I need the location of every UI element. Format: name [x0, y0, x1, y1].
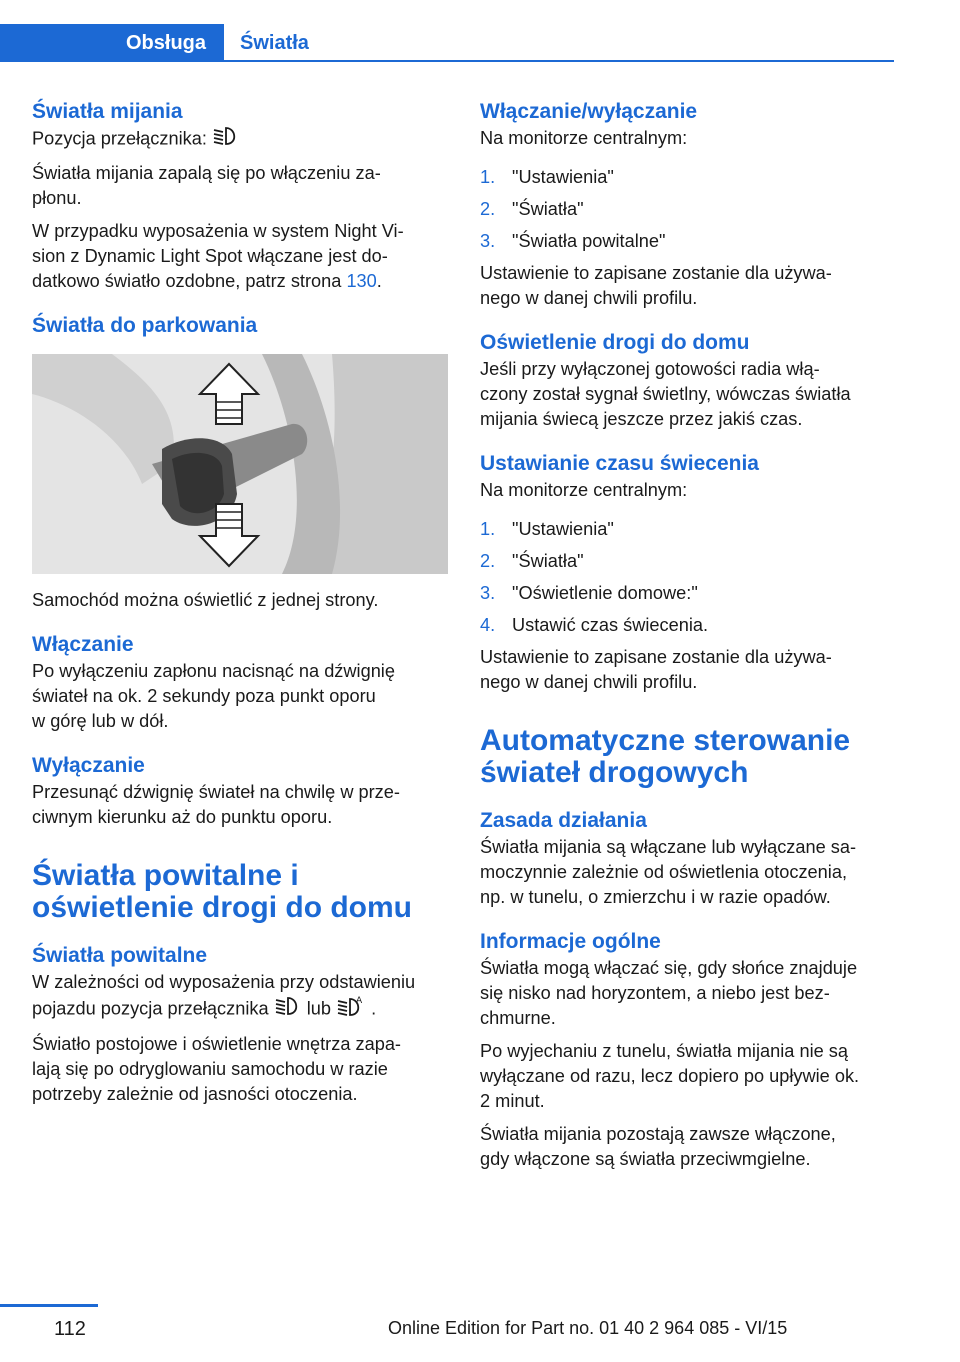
informacje-text-2: Po wyjechaniu z tunelu, światła mijania nie są wyłączane od razu, lecz dopiero po upływie ok. 2 minut. [480, 1041, 860, 1111]
parking-light-lever-illustration [32, 354, 448, 574]
heading-wlaczanie: Włączanie [32, 633, 134, 656]
informacje-text-3: Światła mijania pozostają zawsze włączone, gdy włączone są światła przeciwmgielne. [480, 1124, 836, 1169]
low-beam-icon [212, 126, 240, 153]
wlaczanie-text: Po wyłączeniu zapłonu nacisnąć na dźwignię świateł na ok. 2 sekundy poza punkt oporu w górę lub w dół. [32, 661, 395, 731]
list-item: 2. "Światła" [480, 199, 584, 219]
edition-text: Online Edition for Part no. 01 40 2 964 085 - VI/15 [388, 1318, 788, 1338]
list-item: 1. "Ustawienia" [480, 519, 614, 539]
settings-list-1 [480, 165, 892, 254]
svg-text:A: A [356, 996, 363, 1006]
wylaczanie-text: Przesunąć dźwignię świateł na chwilę w prze‐ ciwnym kierunku aż do punktu oporu. [32, 782, 400, 827]
heading-swiatla-powitalne-oswietlenie: Światła powitalne i oświetlenie drogi do domu [32, 859, 413, 924]
zasada-text: Światła mijania są włączane lub wyłączane sa‐ moczynnie zależnie od oświetlenia otoczenia, np. w tunelu, o zmierzchu i w razie opadów. [480, 837, 857, 907]
postojowe-text: Światło postojowe i oświetlenie wnętrza zapa‐ lają się po odryglowaniu samochodu w razie potrzeby zależnie od jasności otoczenia. [32, 1034, 401, 1104]
list-item: 3. "Oświetlenie domowe:" [480, 583, 698, 603]
page-number: 112 [54, 1318, 86, 1340]
heading-czas-swiecenia: Ustawianie czasu świecenia [480, 452, 759, 475]
informacje-text-1: Światła mogą włączać się, gdy słońce znajduje się nisko nad horyzontem, a niebo jest bez‐ chmurne. [480, 958, 858, 1028]
header-divider [0, 60, 894, 62]
figure-caption: Samochód można oświetlić z jednej strony. [32, 590, 379, 610]
heading-wlaczanie-wylaczanie: Włączanie/wyłączanie [480, 100, 698, 123]
list-item: 1. "Ustawienia" [480, 167, 614, 187]
header-bar [0, 0, 960, 64]
footer-divider [0, 1304, 98, 1307]
profile-text-2: Ustawienie to zapisane zostanie dla używa‐ nego w danej chwili profilu. [480, 647, 832, 692]
settings-list-2 [480, 517, 892, 638]
heading-swiatla-powitalne: Światła powitalne [32, 944, 208, 967]
tab-obsluga-label: Obsługa [125, 31, 206, 54]
monitor-text-2: Na monitorze centralnym: [480, 480, 688, 500]
heading-wylaczanie: Wyłączanie [32, 754, 145, 777]
low-beam-text: Światła mijania zapalą się po włączeniu za‐ płonu. [32, 163, 381, 208]
tab-swiatla[interactable] [240, 24, 309, 62]
tab-swiatla-label: Światła [240, 31, 309, 54]
auto-light-icon [336, 995, 366, 1024]
heading-swiatla-mijania: Światła mijania [32, 100, 183, 123]
monitor-text-1: Na monitorze centralnym: [480, 128, 688, 148]
heading-automatyczne-sterowanie: Automatyczne sterowanie świateł drogowych [480, 724, 851, 789]
night-vision-text: W przypadku wyposażenia w system Night Vi‐ sion z Dynamic Light Spot włączane jest do‐ datkowo światło ozdobne, patrz strona 130. [32, 221, 404, 291]
switch-position-label: Pozycja przełącznika: [32, 128, 207, 149]
list-item: 4. Ustawić czas świecenia. [480, 615, 709, 635]
tab-obsluga[interactable] [0, 24, 224, 62]
page-link-130[interactable]: 130 [346, 271, 377, 291]
low-beam-icon [274, 996, 302, 1023]
right-column [480, 98, 892, 1172]
heading-informacje-ogolne: Informacje ogólne [480, 930, 661, 953]
list-item: 2. "Światła" [480, 551, 584, 571]
oswietlenie-text: Jeśli przy wyłączonej gotowości radia włą‐ czony został sygnał świetlny, wówczas światła mijania świecą jeszcze przez jakiś czas. [480, 359, 851, 429]
switch-position-text [32, 126, 450, 153]
profile-text-1: Ustawienie to zapisane zostanie dla używa‐ nego w danej chwili profilu. [480, 263, 832, 308]
left-column [32, 98, 450, 1107]
heading-zasada-dzialania: Zasada działania [480, 809, 647, 832]
list-item: 3. "Światła powitalne" [480, 231, 666, 251]
powitalne-text: W zależności od wyposażenia przy odstawieniu pojazdu pozycja przełącznika lub A . [32, 970, 450, 1024]
heading-swiatla-parkowania: Światła do parkowania [32, 314, 258, 337]
heading-oswietlenie-drogi: Oświetlenie drogi do domu [480, 331, 750, 354]
